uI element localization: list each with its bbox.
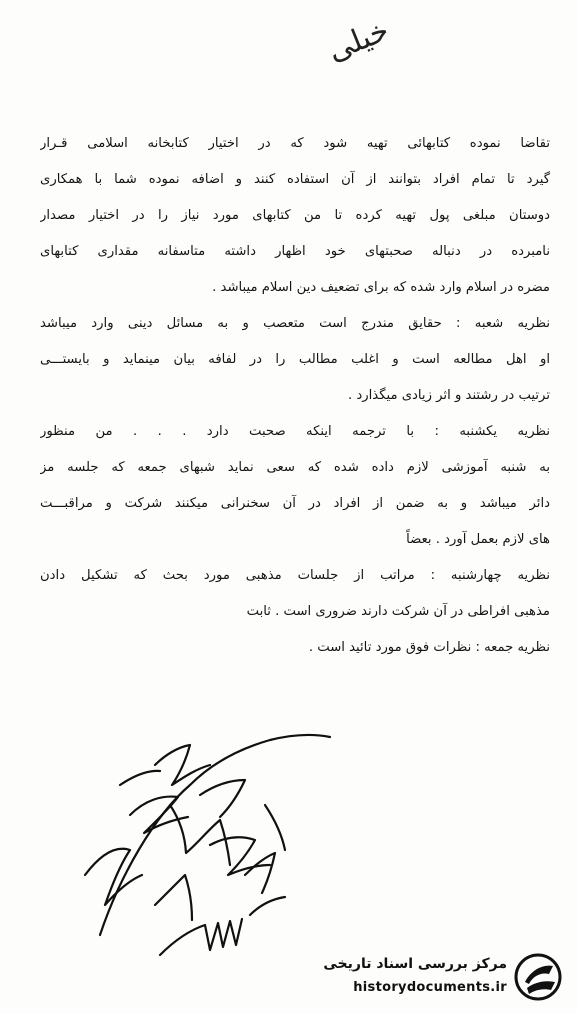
document-body [40, 126, 550, 666]
text-line: دوستان مبلغی پول تهیه کرده تا من کتابهای مورد نیاز را در اختیار مصدار [40, 208, 550, 223]
text-line: دائر میباشد و به ضمن از افراد در آن سخنرانی میکنند شرکت و مراقبـــت [40, 496, 550, 511]
text-line: های لازم بعمل آورد . بعضاً [406, 532, 550, 547]
text-line: نامبرده در دنباله صحبتهای خود اظهار داشته متاسفانه مقداری کتابهای [40, 244, 550, 259]
text-line: گیرد تا تمام افراد بتوانند از آن استفاده کنند و اضافه نموده شما با همکاری [40, 172, 550, 187]
text-line: او اهل مطالعه است و اغلب مطالب را در لفافه بیان مینماید و بایستـــی [40, 352, 550, 367]
text-line: به شنبه آموزشی لازم داده شده که سعی نماید شبهای جمعه که جلسه مز [40, 460, 550, 475]
text-line: ترتیب در رشتند و اثر زیادی میگذارد . [347, 388, 550, 403]
handwritten-signature [60, 725, 340, 965]
text-line: نظریه یکشنبه : با ترجمه اینکه صحبت دارد . . . من منظور [40, 424, 550, 439]
watermark [269, 948, 569, 1008]
text-line: نظریه چهارشنبه : مراتب از جلسات مذهبی مورد بحث که تشکیل دادن [40, 568, 550, 583]
text-line: مذهبی افراطی در آن شرکت دارند ضروری است . ثابت [246, 604, 550, 619]
watermark-title: مرکز بررسی اسناد تاریخی [323, 956, 507, 972]
text-line: مضره در اسلام وارد شده که برای تضعیف دین اسلام میباشد . [212, 280, 550, 295]
text-line: نظریه جمعه : نظرات فوق مورد تائید است . [308, 640, 550, 655]
text-line: تقاضا نموده کتابهائی تهیه شود که در اختیار کتابخانه اسلامی قـرار [40, 136, 550, 151]
text-line: نظریه شعبه : حقایق مندرج است متعصب و به مسائل دینی وارد میباشد [40, 316, 550, 331]
watermark-url: historydocuments.ir [353, 980, 507, 995]
archive-logo-icon [513, 952, 563, 1002]
document-heading: خیلی [322, 12, 394, 69]
